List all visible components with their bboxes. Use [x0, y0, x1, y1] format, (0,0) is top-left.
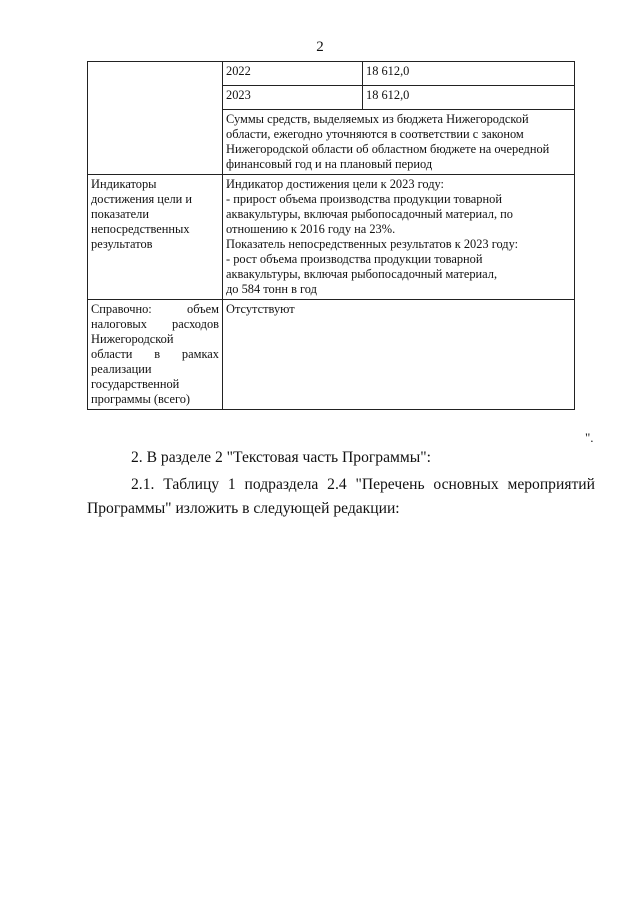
budget-note-line: финансовый год и на плановый период	[226, 157, 433, 171]
indicators-text-line: аквакультуры, включая рыбопосадочный материал,	[226, 267, 498, 281]
empty-label-cell	[88, 62, 223, 175]
tax-label-line: налоговых расходов	[91, 317, 219, 331]
indicators-label-line: Индикаторы	[91, 177, 157, 191]
indicators-text-line: Индикатор достижения цели к 2023 году:	[226, 177, 445, 191]
indicators-label-cell	[88, 175, 223, 300]
table-row	[88, 300, 575, 410]
indicators-text-line: отношению к 2016 году на 23%.	[226, 222, 396, 236]
tax-label-line: программы (всего)	[91, 392, 191, 406]
table-paragraph-line: Программы" изложить в следующей редакции:	[87, 500, 400, 517]
tax-label-line: области в рамках	[91, 347, 219, 361]
closing-quote: ".	[585, 430, 594, 445]
page-number: 2	[316, 39, 324, 55]
section-paragraph: 2. В разделе 2 "Текстовая часть Программы":	[131, 449, 431, 466]
tax-label-line: государственной	[91, 377, 180, 391]
year-cell: 2022	[223, 62, 363, 86]
indicators-label-line: непосредственных	[91, 222, 190, 236]
budget-note-line: Нижегородской области об областном бюджете на очередной	[226, 142, 550, 156]
budget-note-cell	[223, 110, 575, 175]
table-row	[88, 62, 575, 86]
indicators-label-line: достижения цели и	[91, 192, 192, 206]
year-cell: 2023	[223, 86, 363, 110]
indicators-text-line: - прирост объема производства продукции товарной	[226, 192, 502, 206]
indicators-text-cell	[223, 175, 575, 300]
amount-cell: 18 612,0	[363, 62, 575, 86]
indicators-label-line: показатели	[91, 207, 149, 221]
budget-note-line: области, ежегодно уточняются в соответствии с законом	[226, 127, 524, 141]
budget-note-line: Суммы средств, выделяемых из бюджета Нижегородской	[226, 112, 529, 126]
indicators-text-line: Показатель непосредственных результатов к 2023 году:	[226, 237, 519, 251]
table-row	[88, 175, 575, 300]
indicators-label-line: результатов	[91, 237, 153, 251]
tax-expenses-value-cell: Отсутствуют	[223, 300, 575, 410]
amount-cell: 18 612,0	[363, 86, 575, 110]
table-paragraph-line: 2.1. Таблицу 1 подраздела 2.4 "Перечень основных мероприятий	[131, 476, 595, 493]
tax-label-line: Нижегородской	[91, 332, 174, 346]
tax-expenses-label-cell	[88, 300, 223, 410]
indicators-text-line: до 584 тонн в год	[226, 282, 317, 296]
program-passport-table	[87, 61, 575, 410]
indicators-text-line: аквакультуры, включая рыбопосадочный материал, по	[226, 207, 513, 221]
indicators-text-line: - рост объема производства продукции товарной	[226, 252, 483, 266]
tax-label-line: реализации	[91, 362, 152, 376]
tax-label-line: Справочно: объем	[91, 302, 219, 316]
